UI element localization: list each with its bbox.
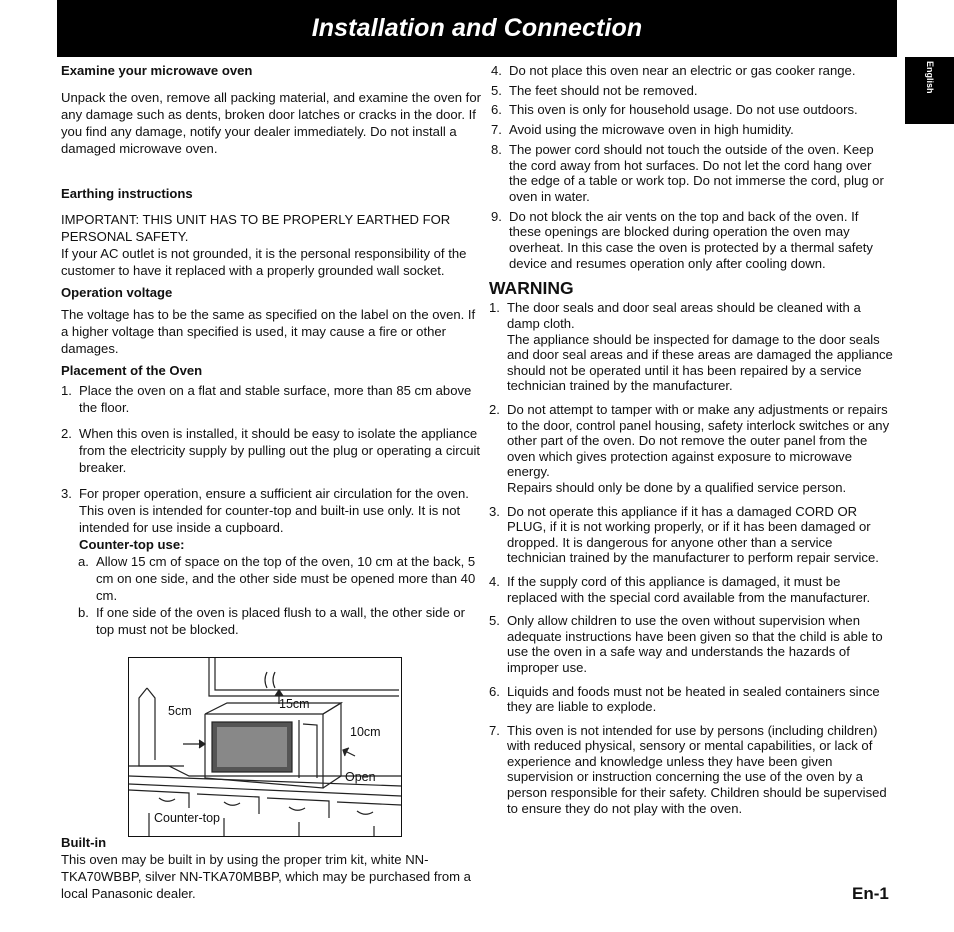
builtin-text: This oven may be built in by using the proper trim kit, white NN-TKA70WBBP, silver NN-TKA70MBBP, which may be purchased from a local Panasonic dealer. (61, 852, 471, 901)
placement-item: 4. Do not place this oven near an electric or gas cooker range. (491, 63, 856, 78)
voltage-text: The voltage has to be the same as specified on the label on the oven. If a higher voltage than specified is used, it may cause a fire or other damages. (61, 307, 476, 356)
warning-item: 1. The door seals and door seal areas should be cleaned with a damp cloth. The appliance should be inspected for damage to the door seals and door seal areas and if these areas are damaged the appliance should not be operated until it has been repaired by a service technician trained by the manufacturer. (489, 300, 893, 394)
language-tab-label: English (925, 61, 935, 94)
examine-heading: Examine your microwave oven (61, 63, 253, 78)
left-column (61, 62, 481, 638)
countertop-clearance-figure (128, 657, 402, 837)
builtin-heading: Built-in (61, 835, 107, 850)
warning-item: 3. Do not operate this appliance if it has a damaged CORD OR PLUG, if it is not working properly, or if it has been damaged or dropped. It is dangerous for anyone other than a service technician trained by the manufacturer to perform repair service. (489, 503, 879, 566)
page-number: En-1 (852, 884, 889, 903)
placement-item: 6. This oven is only for household usage. Do not use outdoors. (491, 102, 858, 118)
title-bar (57, 0, 897, 57)
warning-item: 6. Liquids and foods must not be heated in sealed containers since they are liable to explode. (489, 683, 880, 715)
warning-item: 4. If the supply cord of this appliance is damaged, it must be replaced with the special cord available from the manufacturer. (489, 573, 871, 605)
label-15cm: 15cm (279, 697, 310, 711)
label-5cm: 5cm (168, 704, 192, 718)
countertop-item: a. Allow 15 cm of space on the top of the oven, 10 cm at the back, 5 cm on one side, and the other side must be opened more than 40 cm. (78, 554, 476, 603)
language-tab (905, 57, 954, 124)
placement-heading: Placement of the Oven (61, 363, 203, 378)
builtin-section (61, 834, 481, 902)
placement-item: 2. When this oven is installed, it should be easy to isolate the appliance from the electricity supply by pulling out the plug or operating a circuit breaker. (61, 426, 481, 475)
warning-heading: WARNING (489, 278, 574, 299)
voltage-heading: Operation voltage (61, 285, 173, 300)
earthing-important: IMPORTANT: THIS UNIT HAS TO BE PROPERLY EARTHED FOR PERSONAL SAFETY. (61, 212, 451, 244)
countertop-heading: Counter-top use: (79, 537, 185, 552)
placement-item: 3. For proper operation, ensure a sufficient air circulation for the oven. This oven is intended for counter-top and built-in use only. It is not intended for use inside a cupboard. Counter-top use: (61, 485, 481, 553)
warning-item: 2. Do not attempt to tamper with or make any adjustments or repairs to the door, control panel housing, safety interlock switches or any other part of the oven. Do not remove the outer panel from the oven which gives protection against exposure to microwave energy. Repairs should only be done by a qualified service person. (489, 402, 890, 495)
countertop-item: b. If one side of the oven is placed flush to a wall, the other side or top must not be blocked. (78, 605, 466, 637)
placement-item: 7. Avoid using the microwave oven in high humidity. (491, 122, 794, 138)
label-countertop: Counter-top (154, 811, 221, 825)
placement-item: 5. The feet should not be removed. (491, 82, 698, 98)
warning-item: 7. This oven is not intended for use by persons (including children) with reduced physical, sensory or mental capabilities, or lack of experience and knowledge unless they have been given supervision or instruction concerning the use of the oven by a person responsible for their safety. Children should be supervised to ensure they do not play with the oven. (489, 722, 887, 816)
earthing-text: If your AC outlet is not grounded, it is the personal responsibility of the customer to have it replaced with a properly grounded wall socket. (61, 246, 467, 278)
placement-item: 8. The power cord should not touch the outside of the oven. Keep the cord away from hot surfaces. Do not let the cord hang over the edge of a table or work top. Do not immerse the cord, plug or oven in water. (491, 141, 884, 204)
label-10cm: 10cm (350, 725, 381, 739)
examine-text: Unpack the oven, remove all packing material, and examine the oven for any damage such as dents, broken door latches or cracks in the door. If you find any damage, notify your dealer immediately. Do not install a damaged microwave oven. (61, 90, 481, 156)
earthing-heading: Earthing instructions (61, 186, 193, 201)
right-column (489, 63, 893, 816)
warning-item: 5. Only allow children to use the oven without supervision when adequate instructions have been given so that the child is able to use the oven in a safe way and understands the hazards of improper use. (489, 613, 883, 675)
microwave-illustration (129, 658, 401, 836)
placement-item: 1. Place the oven on a flat and stable surface, more than 85 cm above the floor. (61, 383, 472, 415)
page-title: Installation and Connection (311, 14, 643, 42)
label-open: Open (345, 770, 376, 784)
placement-item: 9. Do not block the air vents on the top and back of the oven. If these openings are blocked during operation the oven may overheat. In this case the oven is protected by a thermal safety device and resumes operation only after cooling down. (491, 208, 873, 271)
